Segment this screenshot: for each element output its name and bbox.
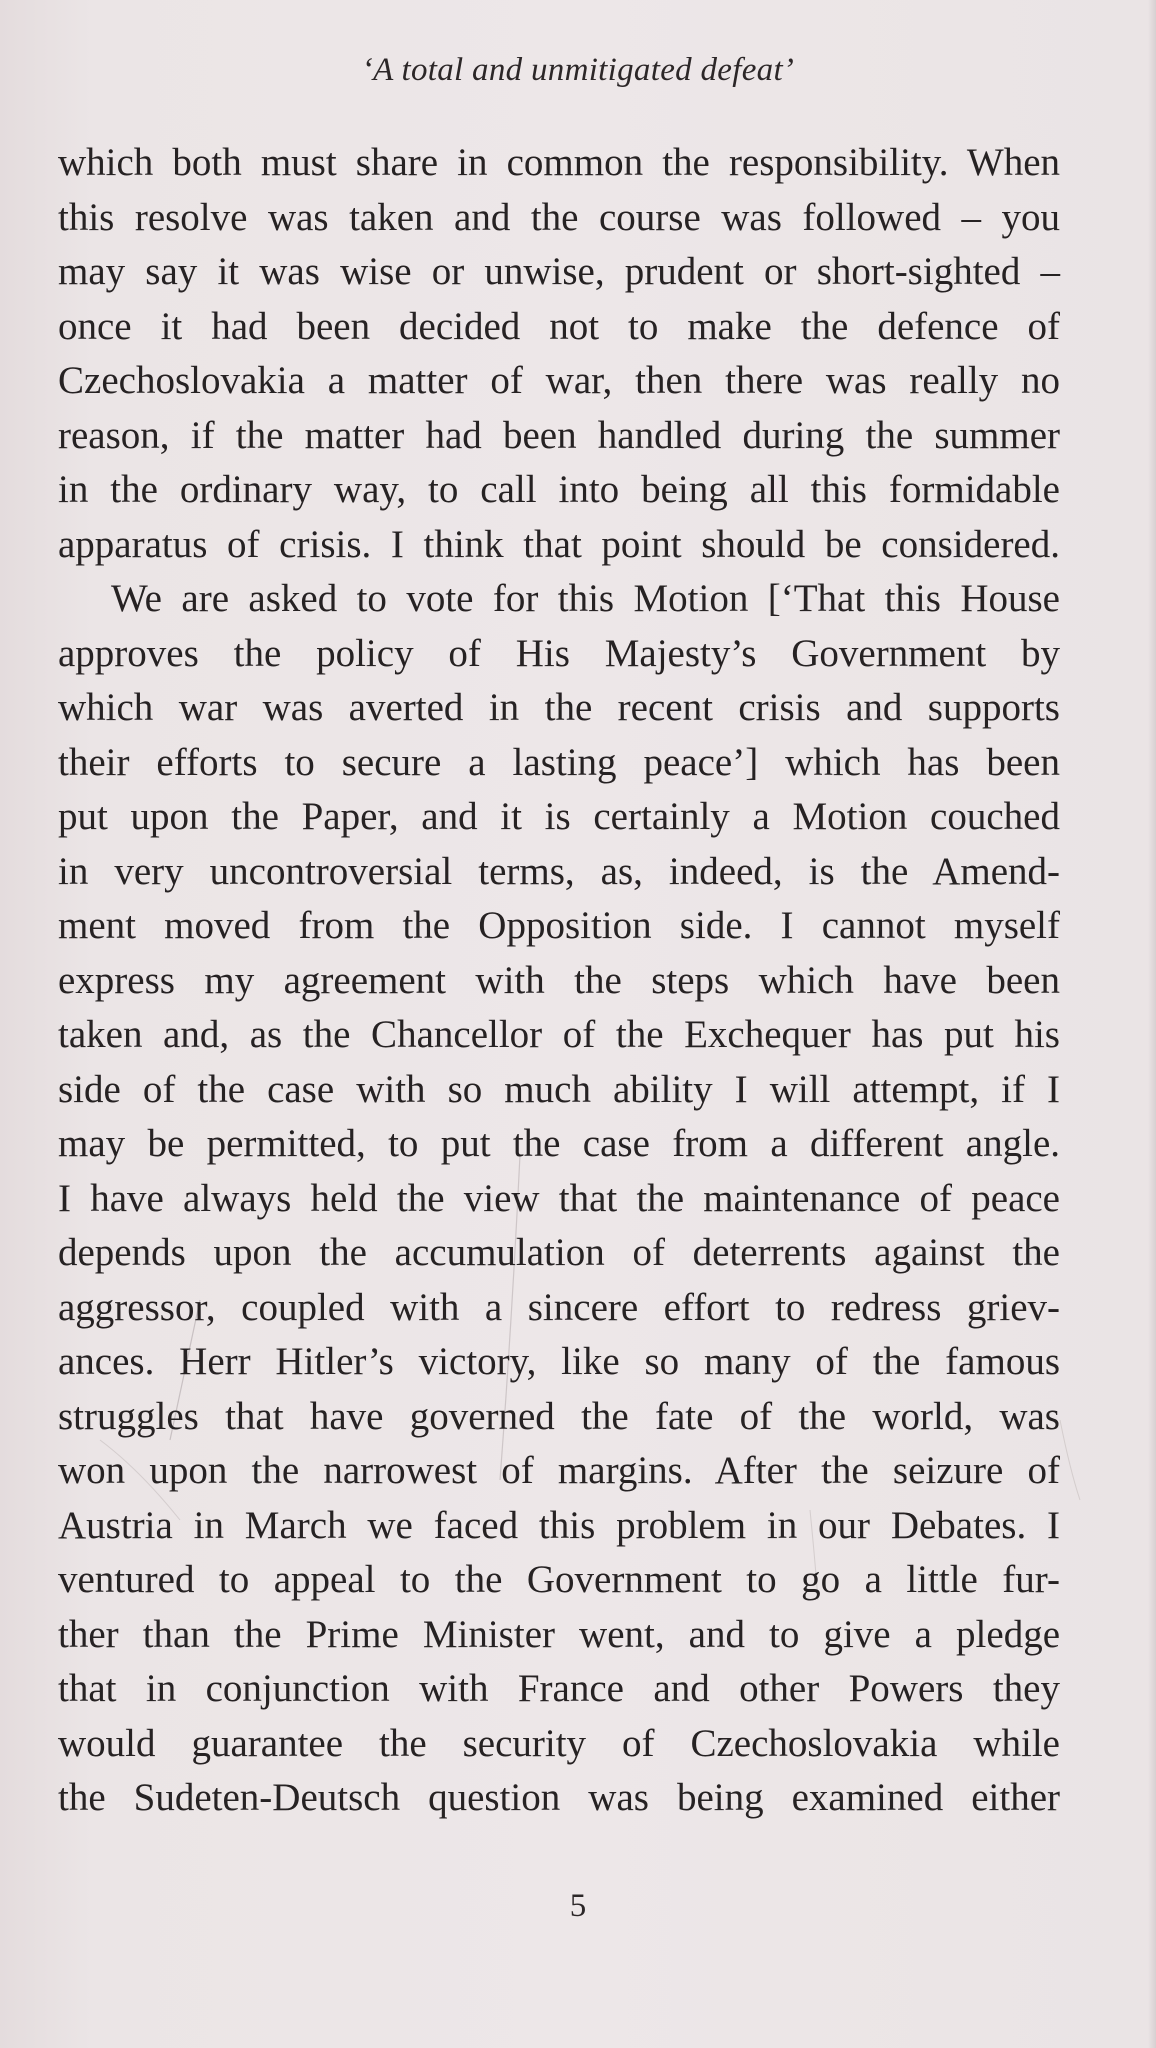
text-line: may be permitted, to put the case from a different angle. bbox=[58, 1122, 1060, 1165]
text-line: would guarantee the security of Czechoslovakia while bbox=[58, 1721, 1060, 1765]
text-line: reason, if the matter had been handled during the summer bbox=[58, 413, 1060, 457]
text-line: won upon the narrowest of margins. After the seizure of bbox=[58, 1449, 1060, 1492]
text-line: once it had been decided not to make the defence of bbox=[58, 304, 1060, 348]
text-line: taken and, as the Chancellor of the Exchequer has put his bbox=[58, 1013, 1060, 1056]
text-line: approves the policy of His Majesty’s Government by bbox=[58, 631, 1060, 675]
text-line: this resolve was taken and the course was followed – you bbox=[58, 195, 1060, 239]
text-line: that in conjunction with France and other Powers they bbox=[58, 1667, 1060, 1710]
body-text bbox=[58, 136, 1060, 1826]
text-line: put upon the Paper, and it is certainly a Motion couched bbox=[58, 795, 1060, 838]
text-line: We are asked to vote for this Motion [‘That this House bbox=[111, 577, 1060, 620]
text-line: their efforts to secure a lasting peace’] which has been bbox=[58, 740, 1060, 784]
text-line: which both must share in common the responsibility. When bbox=[58, 141, 1060, 184]
text-line: apparatus of crisis. I think that point should be considered. bbox=[58, 522, 1060, 566]
text-line: express my agreement with the steps which have been bbox=[58, 958, 1060, 1002]
text-line: I have always held the view that the maintenance of peace bbox=[58, 1176, 1060, 1220]
text-line: depends upon the accumulation of deterrents against the bbox=[58, 1231, 1060, 1274]
text-line: struggles that have governed the fate of the world, was bbox=[58, 1394, 1060, 1438]
text-line: side of the case with so much ability I will attempt, if I bbox=[58, 1067, 1060, 1111]
paragraph bbox=[58, 572, 1060, 1826]
text-line: ventured to appeal to the Government to go a little fur- bbox=[58, 1558, 1060, 1601]
text-line: ances. Herr Hitler’s victory, like so many of the famous bbox=[58, 1340, 1060, 1383]
page-number: 5 bbox=[569, 1888, 587, 1924]
text-line: the Sudeten-Deutsch question was being examined either bbox=[58, 1776, 1060, 1819]
text-line: ther than the Prime Minister went, and to give a pledge bbox=[58, 1612, 1060, 1656]
text-line: ment moved from the Opposition side. I cannot myself bbox=[58, 904, 1060, 947]
paragraph bbox=[58, 136, 1060, 572]
text-line: in the ordinary way, to call into being all this formidable bbox=[58, 468, 1060, 511]
page-edge-shadow bbox=[1148, 0, 1156, 2048]
text-line: which war was averted in the recent crisis and supports bbox=[58, 686, 1060, 729]
running-head: ‘A total and unmitigated defeat’ bbox=[361, 52, 795, 88]
text-line: may say it was wise or unwise, prudent or short-sighted – bbox=[58, 250, 1060, 293]
text-line: Czechoslovakia a matter of war, then there was really no bbox=[58, 359, 1060, 402]
text-line: aggressor, coupled with a sincere effort to redress griev- bbox=[58, 1285, 1060, 1329]
text-line: Austria in March we faced this problem in our Debates. I bbox=[58, 1503, 1060, 1547]
text-line: in very uncontroversial terms, as, indeed, is the Amend- bbox=[58, 849, 1060, 893]
